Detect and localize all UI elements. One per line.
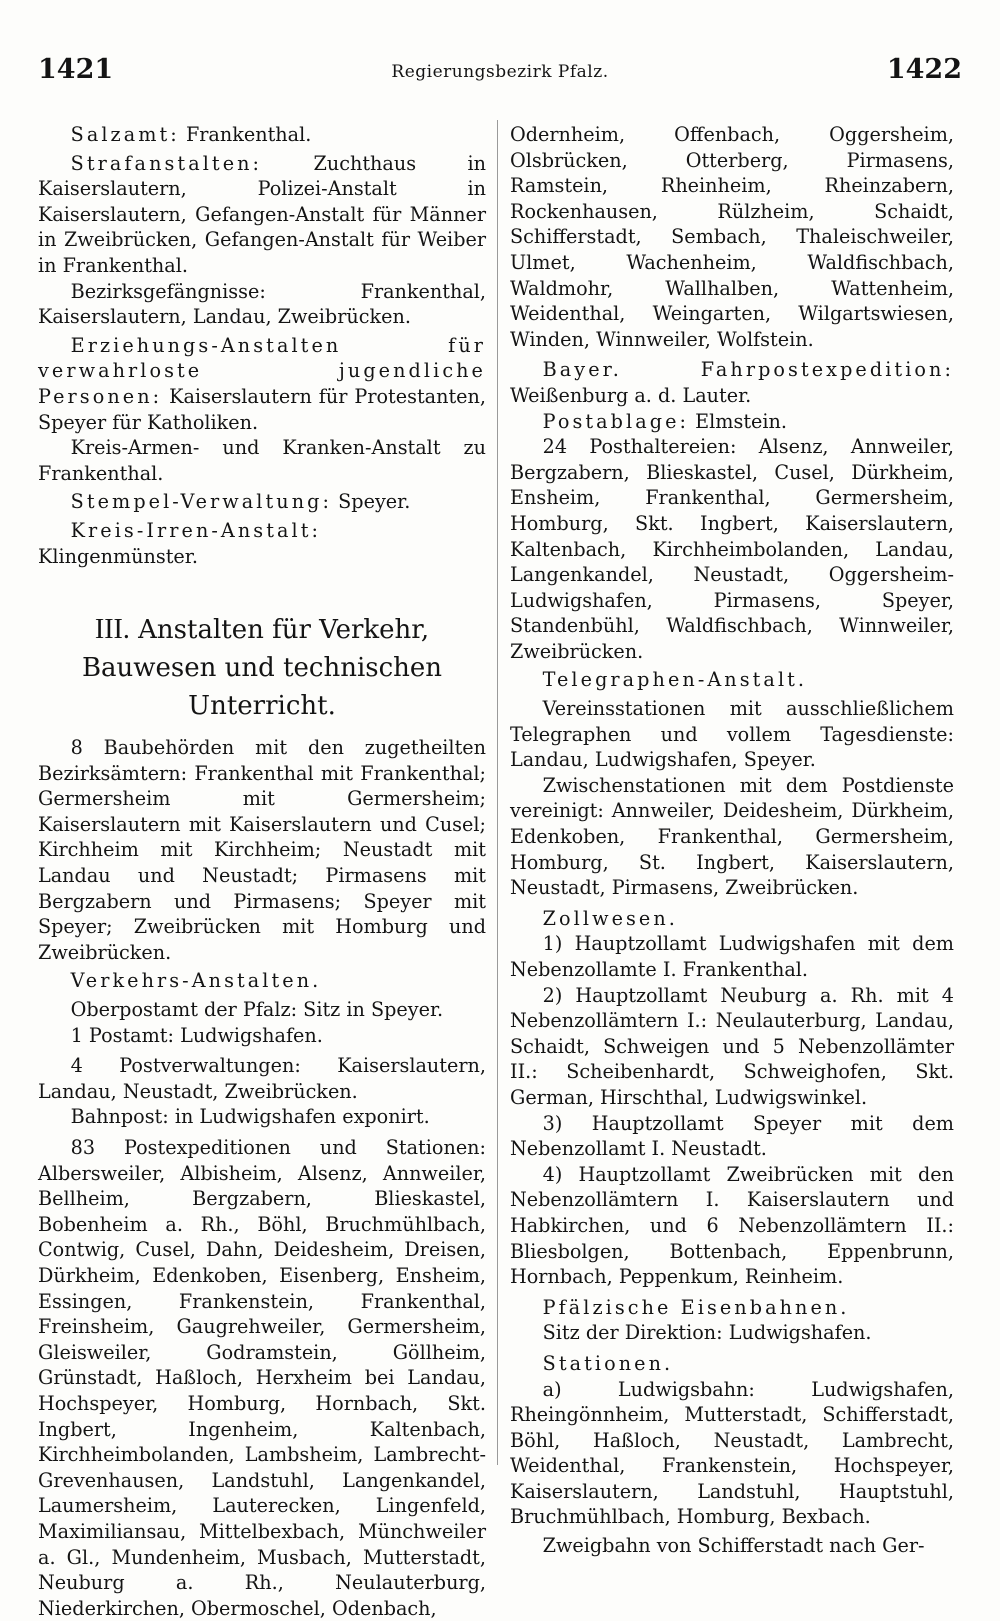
kreis-armen-paragraph: Kreis-Armen- und Kranken-Anstalt zu Frankenthal. bbox=[38, 436, 486, 485]
stationen-heading: Stationen. bbox=[542, 1351, 674, 1375]
zollwesen-heading: Zollwesen. bbox=[542, 906, 678, 930]
postablage-text: Elmstein. bbox=[689, 409, 788, 433]
erziehungs-anstalten-label: Erziehungs-Anstalten für verwahrloste jugendliche Personen: bbox=[38, 333, 486, 408]
kreis-irren-text: Klingenmünster. bbox=[38, 544, 198, 568]
stempel-verwaltung-text: Speyer. bbox=[332, 490, 411, 514]
ludwigsbahn-paragraph: a) Ludwigsbahn: Ludwigshafen, Rheingönnheim, Mutterstadt, Schifferstadt, Böhl, Haßloch, Neustadt, Lambrecht, Weidenthal, Frankenstein, Hochspeyer, Kaiserslautern, Landstuhl, Hauptstuhl, Bruchmühlbach, Homburg, Bexbach. bbox=[510, 1377, 954, 1529]
section-heading bbox=[38, 611, 486, 725]
telegraphen-anstalt-heading: Telegraphen-Anstalt. bbox=[542, 668, 808, 692]
running-header bbox=[38, 54, 962, 104]
salzamt-label: Salzamt: bbox=[70, 123, 180, 146]
fahrpostexpedition-label: Bayer. Fahrpostexpedition: bbox=[542, 358, 954, 382]
baubehoerden-paragraph: 8 Baubehörden mit den zugetheilten Bezirksämtern: Frankenthal mit Frankenthal; Germersheim mit Germersheim; Kaiserslautern mit Kaiserslautern und Cusel; Kirchheim mit Kirchheim; Neustadt mit Landau und Neustadt; Pirmasens mit Bergzabern und Pirmasens; Speyer mit Speyer; Zweibrücken mit Homburg und Zweibrücken. bbox=[38, 736, 486, 964]
page-number-left: 1421 bbox=[38, 54, 114, 85]
bezirksgefaengnisse-paragraph: Bezirksgefängnisse: Frankenthal, Kaiserslautern, Landau, Zweibrücken. bbox=[38, 279, 486, 329]
postexpeditionen-paragraph: 83 Postexpeditionen und Stationen: Albersweiler, Albisheim, Alsenz, Annweiler, Bellheim, Bergzabern, Blieskastel, Bobenheim a. Rh., Böhl, Bruchmühlbach, Contwig, Cusel, Dahn, Deidesheim, Dreisen, Dürkheim, Edenkoben, Eisenberg, Ensheim, Essingen, Frankenstein, Frankenthal, Freinsheim, Gaugrehweiler, Germersheim, Gleisweiler, Godramstein, Göllheim, Grünstadt, Haßloch, Herxheim bei Landau, Hochspeyer, Homburg, Hornbach, Skt. Ingbert, Ingenheim, Kaltenbach, Kirchheimbolanden, Lambsheim, Lambrecht-Grevenhausen, Landstuhl, Langenkandel, Laumersheim, Lauterecken, Lingenfeld, Maximiliansau, Mittelbexbach, Münchweiler a. Gl., Mundenheim, Musbach, Mutterstadt, Neuburg a. Rh., Neulauterburg, Niederkirchen, Obermoschel, Odenbach, bbox=[38, 1136, 486, 1620]
erziehungs-anstalten-text: Kaiserslautern für Protestanten, Speyer für Katholiken. bbox=[38, 384, 486, 434]
hauptzollamt-speyer-paragraph: 3) Hauptzollamt Speyer mit dem Nebenzollamt I. Neustadt. bbox=[510, 1111, 954, 1161]
page-number-right: 1422 bbox=[886, 54, 962, 85]
erziehungs-anstalten-paragraph bbox=[38, 333, 486, 435]
stempel-verwaltung-paragraph bbox=[38, 489, 486, 515]
bahnpost-paragraph: Bahnpost: in Ludwigshafen exponirt. bbox=[70, 1105, 430, 1129]
section-roman-numeral: III. bbox=[94, 614, 130, 646]
postablage-label: Postablage: bbox=[542, 409, 690, 433]
eisenbahnen-heading: Pfälzische Eisenbahnen. bbox=[542, 1295, 850, 1319]
right-column bbox=[510, 122, 954, 1559]
section-title: Anstalten für Verkehr, Bauwesen und technischen Unterricht. bbox=[81, 615, 443, 722]
postamt-paragraph: 1 Postamt: Ludwigshafen. bbox=[70, 1023, 323, 1047]
zwischenstationen-paragraph: Zwischenstationen mit dem Postdienste vereinigt: Annweiler, Deidesheim, Dürkheim, Edenkoben, Frankenthal, Germersheim, Homburg, St. Ingbert, Kaiserslautern, Neustadt, Pirmasens, Zweibrücken. bbox=[510, 773, 954, 900]
oberpostamt-paragraph: Oberpostamt der Pfalz: Sitz in Speyer. bbox=[70, 998, 444, 1022]
strafanstalten-paragraph bbox=[38, 151, 486, 279]
hauptzollamt-neuburg-paragraph: 2) Hauptzollamt Neuburg a. Rh. mit 4 Nebenzollämtern I.: Neulauterburg, Landau, Schaidt, Schweigen und 5 Nebenzollämter II.: Scheibenhardt, Schweighofen, Skt. German, Hirschthal, Ludwigswinkel. bbox=[510, 983, 954, 1109]
postverwaltungen-paragraph: 4 Postverwaltungen: Kaiserslautern, Landau, Neustadt, Zweibrücken. bbox=[38, 1054, 486, 1103]
postexpeditionen-continued: Odernheim, Offenbach, Oggersheim, Olsbrücken, Otterberg, Pirmasens, Ramstein, Rheinheim, Rheinzabern, Rockenhausen, Rülzheim, Schaidt, Schifferstadt, Sembach, Thaleischweiler, Ulmet, Wachenheim, Waldfischbach, Waldmohr, Wallhalben, Wattenheim, Weidenthal, Weingarten, Wilgartswiesen, Winden, Winnweiler, Wolfstein. bbox=[510, 123, 954, 351]
column-divider bbox=[497, 120, 498, 1465]
kreis-irren-paragraph bbox=[38, 518, 486, 569]
direktion-paragraph: Sitz der Direktion: Ludwigshafen. bbox=[542, 1321, 872, 1345]
postablage-paragraph bbox=[510, 409, 954, 435]
verkehrs-anstalten-heading: Verkehrs-Anstalten. bbox=[70, 969, 322, 993]
zweigbahn-paragraph: Zweigbahn von Schifferstadt nach Ger- bbox=[542, 1534, 925, 1558]
hauptzollamt-zweibruecken-paragraph: 4) Hauptzollamt Zweibrücken mit den Nebenzollämtern I. Kaiserslautern und Habkirchen, und 6 Nebenzollämtern II.: Bliesbolgen, Bottenbach, Eppenbrunn, Hornbach, Peppenkum, Reinheim. bbox=[510, 1162, 954, 1289]
fahrpostexpedition-text: Weißenburg a. d. Lauter. bbox=[510, 383, 752, 407]
salzamt-paragraph bbox=[38, 122, 486, 148]
fahrpostexpedition-paragraph bbox=[510, 357, 954, 408]
posthaltereien-paragraph: 24 Posthaltereien: Alsenz, Annweiler, Bergzabern, Blieskastel, Cusel, Dürkheim, Ensheim, Frankenthal, Germersheim, Homburg, Skt. Ingbert, Kaiserslautern, Kaltenbach, Kirchheimbolanden, Landau, Langenkandel, Neustadt, Oggersheim-Ludwigshafen, Pirmasens, Speyer, Standenbühl, Waldfischbach, Winnweiler, Zweibrücken. bbox=[510, 435, 954, 663]
hauptzollamt-ludwigshafen-paragraph: 1) Hauptzollamt Ludwigshafen mit dem Nebenzollamte I. Frankenthal. bbox=[510, 932, 954, 981]
left-column bbox=[38, 122, 486, 1621]
stempel-verwaltung-label: Stempel-Verwaltung: bbox=[70, 490, 333, 514]
running-title: Regierungsbezirk Pfalz. bbox=[391, 62, 609, 82]
vereinsstationen-paragraph: Vereinsstationen mit ausschließlichem Telegraphen und vollem Tagesdienste: Landau, Ludwigshafen, Speyer. bbox=[510, 697, 954, 772]
strafanstalten-text: Zuchthaus in Kaiserslautern, Polizei-Anstalt in Kaiserslautern, Gefangen-Anstalt für Männer in Zweibrücken, Gefangen-Anstalt für Weiber in Frankenthal. bbox=[38, 151, 486, 277]
salzamt-text: Frankenthal. bbox=[179, 123, 312, 146]
strafanstalten-label: Strafanstalten: bbox=[70, 151, 263, 175]
kreis-irren-label: Kreis-Irren-Anstalt: bbox=[70, 518, 322, 542]
